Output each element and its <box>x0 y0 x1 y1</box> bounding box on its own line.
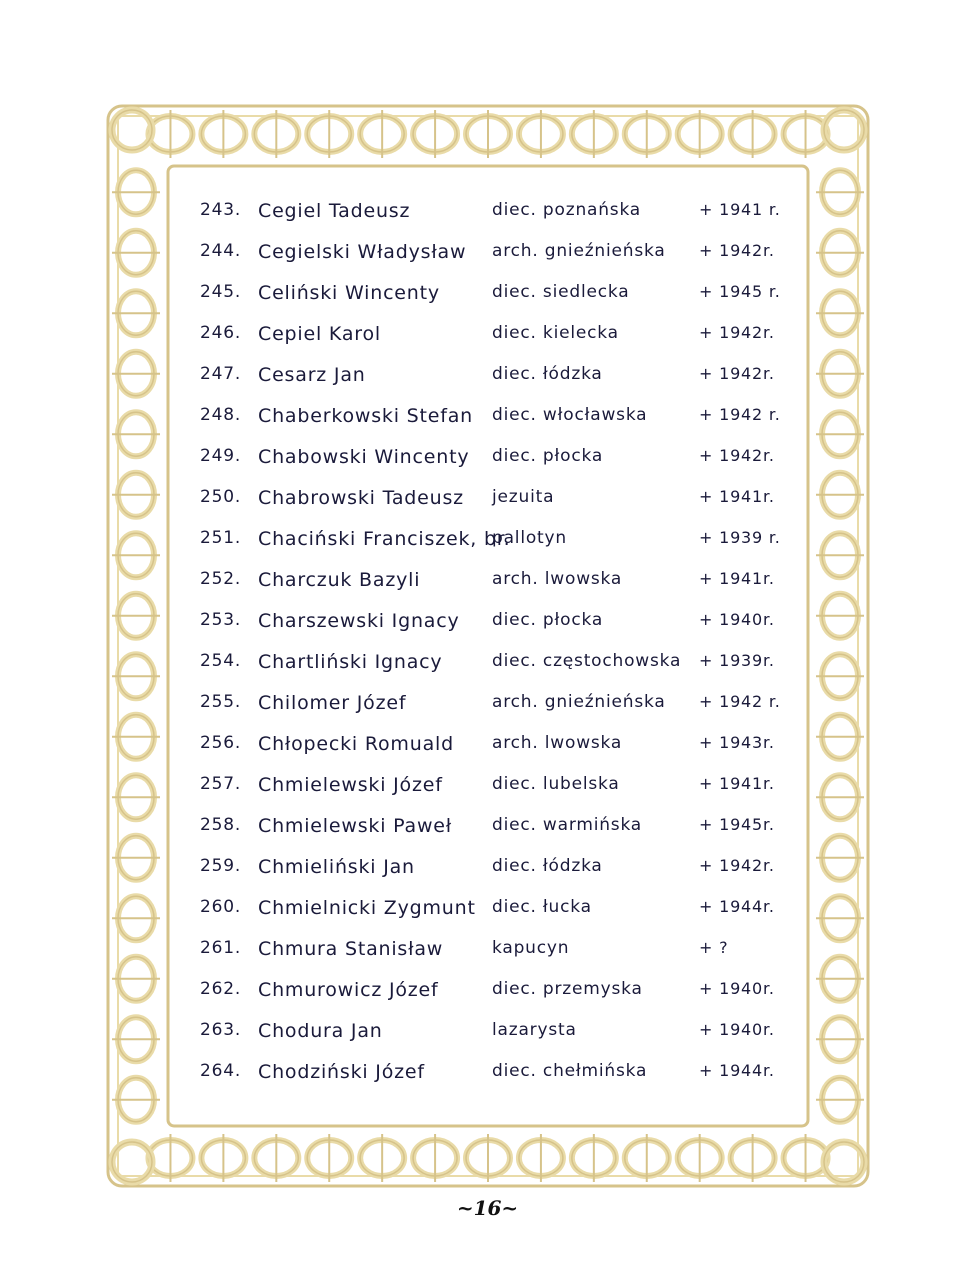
entry-death: + 1939r. <box>699 651 775 670</box>
entry-diocese: diec. przemyska <box>492 979 643 999</box>
entry-number: 243. <box>200 200 242 220</box>
entry-diocese: diec. poznańska <box>492 200 642 220</box>
entry-name: Chabrowski Tadeusz <box>258 487 464 509</box>
list-item <box>196 807 796 848</box>
entry-number: 260. <box>200 897 242 917</box>
entry-death: + ? <box>699 938 729 957</box>
entry-name: Chaberkowski Stefan <box>258 405 473 427</box>
list-item <box>196 889 796 930</box>
entry-number: 249. <box>200 446 242 466</box>
name-list <box>196 192 796 1094</box>
entry-number: 253. <box>200 610 242 630</box>
entry-diocese: diec. płocka <box>492 446 604 466</box>
entry-number: 259. <box>200 856 242 876</box>
entry-diocese: diec. łucka <box>492 897 592 917</box>
entry-diocese: jezuita <box>492 487 555 507</box>
entry-diocese: diec. siedlecka <box>492 282 630 302</box>
entry-name: Charczuk Bazyli <box>258 569 421 591</box>
entry-death: + 1941 r. <box>699 200 781 219</box>
entry-death: + 1944r. <box>699 1061 775 1080</box>
list-item <box>196 1053 796 1094</box>
list-item <box>196 725 796 766</box>
entry-death: + 1942r. <box>699 323 775 342</box>
entry-number: 245. <box>200 282 242 302</box>
entry-name: Charszewski Ignacy <box>258 610 460 632</box>
list-item <box>196 479 796 520</box>
list-item <box>196 602 796 643</box>
entry-name: Chmielnicki Zygmunt <box>258 897 476 919</box>
entry-death: + 1941r. <box>699 774 775 793</box>
entry-number: 257. <box>200 774 242 794</box>
entry-diocese: diec. kielecka <box>492 323 619 343</box>
entry-name: Chmieliński Jan <box>258 856 415 878</box>
entry-number: 261. <box>200 938 242 958</box>
list-item <box>196 766 796 807</box>
entry-number: 247. <box>200 364 242 384</box>
page-number: ~16~ <box>456 1196 519 1220</box>
entry-number: 250. <box>200 487 242 507</box>
entry-death: + 1942 r. <box>699 405 781 424</box>
list-item <box>196 684 796 725</box>
entry-name: Chmurowicz Józef <box>258 979 439 1001</box>
entry-number: 263. <box>200 1020 242 1040</box>
entry-death: + 1940r. <box>699 1020 775 1039</box>
entry-death: + 1939 r. <box>699 528 781 547</box>
entry-name: Cepiel Karol <box>258 323 381 345</box>
entry-death: + 1944r. <box>699 897 775 916</box>
list-item <box>196 233 796 274</box>
entry-diocese: arch. gnieźnieńska <box>492 692 666 712</box>
entry-diocese: lazarysta <box>492 1020 577 1040</box>
entry-name: Cesarz Jan <box>258 364 366 386</box>
entry-death: + 1942r. <box>699 364 775 383</box>
list-item <box>196 561 796 602</box>
entry-number: 251. <box>200 528 242 548</box>
entry-number: 248. <box>200 405 242 425</box>
list-item <box>196 848 796 889</box>
entry-diocese: diec. płocka <box>492 610 604 630</box>
entry-number: 254. <box>200 651 242 671</box>
list-item <box>196 971 796 1012</box>
entry-diocese: pallotyn <box>492 528 567 548</box>
entry-death: + 1945 r. <box>699 282 781 301</box>
entry-name: Chartliński Ignacy <box>258 651 443 673</box>
entry-diocese: diec. włocławska <box>492 405 648 425</box>
list-item <box>196 315 796 356</box>
entry-diocese: diec. łódzka <box>492 364 603 384</box>
entry-death: + 1941r. <box>699 569 775 588</box>
entry-number: 262. <box>200 979 242 999</box>
entry-number: 264. <box>200 1061 242 1081</box>
entry-diocese: diec. chełmińska <box>492 1061 648 1081</box>
list-item <box>196 438 796 479</box>
list-item <box>196 356 796 397</box>
entry-diocese: kapucyn <box>492 938 570 958</box>
entry-death: + 1940r. <box>699 979 775 998</box>
list-item <box>196 930 796 971</box>
entry-name: Chmura Stanisław <box>258 938 444 960</box>
entry-name: Chmielewski Józef <box>258 774 443 796</box>
entry-death: + 1942r. <box>699 446 775 465</box>
entry-number: 258. <box>200 815 242 835</box>
list-item <box>196 274 796 315</box>
entry-number: 246. <box>200 323 242 343</box>
entry-death: + 1943r. <box>699 733 775 752</box>
entry-number: 252. <box>200 569 242 589</box>
entry-death: + 1941r. <box>699 487 775 506</box>
entry-number: 244. <box>200 241 242 261</box>
entry-diocese: arch. gnieźnieńska <box>492 241 666 261</box>
list-item <box>196 192 796 233</box>
list-item <box>196 520 796 561</box>
entry-name: Chabowski Wincenty <box>258 446 470 468</box>
entry-diocese: arch. lwowska <box>492 569 623 589</box>
entry-death: + 1940r. <box>699 610 775 629</box>
entry-number: 255. <box>200 692 242 712</box>
entry-name: Chłopecki Romuald <box>258 733 454 755</box>
entry-death: + 1945r. <box>699 815 775 834</box>
entry-death: + 1942 r. <box>699 692 781 711</box>
entry-diocese: diec. łódzka <box>492 856 603 876</box>
entry-death: + 1942r. <box>699 856 775 875</box>
entry-diocese: arch. lwowska <box>492 733 623 753</box>
entry-number: 256. <box>200 733 242 753</box>
entry-name: Chodura Jan <box>258 1020 383 1042</box>
entry-name: Chilomer Józef <box>258 692 407 714</box>
entry-name: Celiński Wincenty <box>258 282 440 304</box>
entry-name: Chmielewski Paweł <box>258 815 452 837</box>
entry-name: Cegiel Tadeusz <box>258 200 411 222</box>
entry-diocese: diec. częstochowska <box>492 651 682 671</box>
list-item <box>196 643 796 684</box>
entry-name: Cegielski Władysław <box>258 241 467 263</box>
entry-name: Chaciński Franciszek, br. <box>258 528 511 550</box>
entry-diocese: diec. lubelska <box>492 774 620 794</box>
list-item <box>196 1012 796 1053</box>
list-item <box>196 397 796 438</box>
entry-diocese: diec. warmińska <box>492 815 643 835</box>
entry-name: Chodziński Józef <box>258 1061 425 1083</box>
entry-death: + 1942r. <box>699 241 775 260</box>
